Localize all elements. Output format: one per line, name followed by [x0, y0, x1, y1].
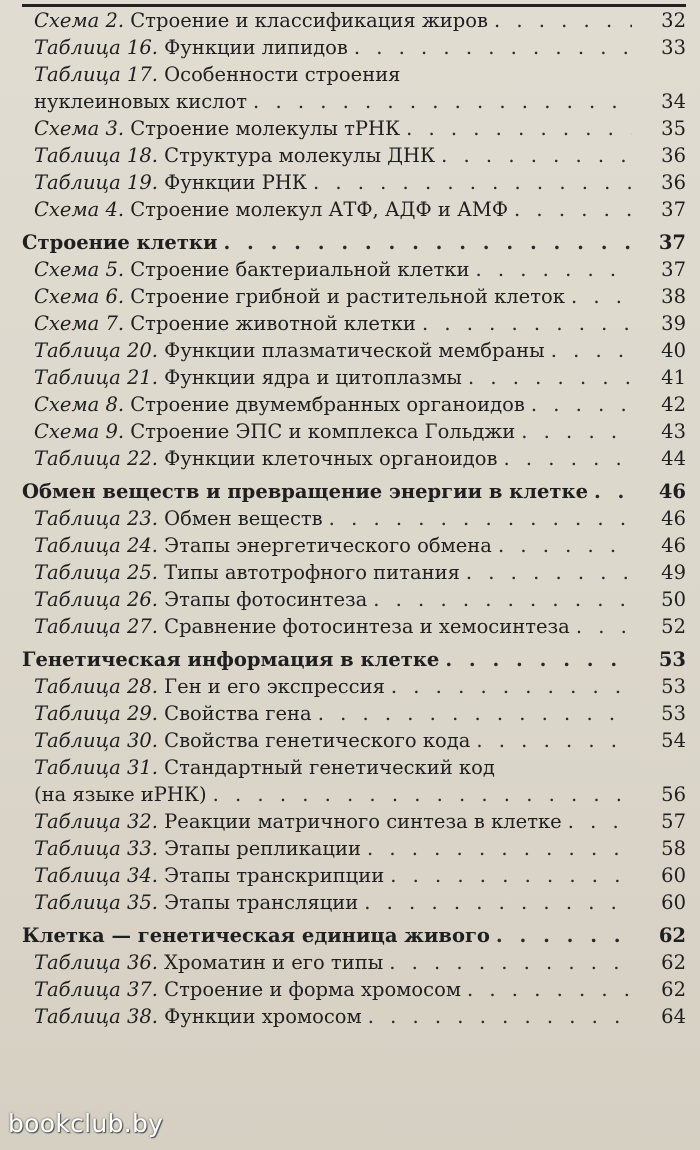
leader-dots	[475, 256, 632, 283]
toc-page-number: 60	[661, 891, 686, 914]
toc-entry-label: Таблица 26.	[34, 588, 158, 611]
toc-entry-label: Таблица 31.	[34, 756, 158, 779]
toc-page-number: 34	[661, 90, 686, 113]
toc-page-number: 42	[661, 393, 686, 416]
leader-dots	[531, 391, 632, 418]
toc-entry-label: Таблица 29.	[34, 702, 158, 725]
toc-entry-title: Строение и классификация жиров	[130, 9, 488, 32]
toc-section-entry	[22, 646, 686, 673]
toc-entry-label: Таблица 16.	[34, 36, 158, 59]
toc-page-number: 37	[658, 231, 686, 254]
toc-entry-title: Особенности строения	[164, 63, 401, 86]
leader-dots	[551, 337, 632, 364]
toc-entry-label: Таблица 33.	[34, 837, 158, 860]
toc-entry	[22, 364, 686, 391]
toc-entry	[22, 505, 686, 532]
toc-entry-title: Этапы фотосинтеза	[164, 588, 368, 611]
toc-entry-label: Схема 7.	[34, 312, 125, 335]
toc-page-number: 32	[661, 9, 686, 32]
toc-section-entry	[22, 922, 686, 949]
toc-section-entry	[22, 478, 686, 505]
toc-entry-title: Сравнение фотосинтеза и хемосинтеза	[164, 615, 570, 638]
toc-page-number: 39	[661, 312, 686, 335]
leader-dots	[422, 310, 632, 337]
toc-entry-title: Обмен веществ	[164, 507, 323, 530]
toc-page-number: 41	[661, 366, 686, 389]
toc-entry	[22, 673, 686, 700]
leader-dots	[576, 613, 632, 640]
leader-dots	[568, 808, 632, 835]
toc-entry	[22, 391, 686, 418]
toc-entry-label: Таблица 30.	[34, 729, 158, 752]
toc-entry	[22, 727, 686, 754]
toc-page-number: 44	[661, 447, 686, 470]
leader-dots	[498, 532, 632, 559]
toc-page-number: 62	[661, 978, 686, 1001]
toc-entry-title: Функции плазматической мембраны	[164, 339, 545, 362]
toc-entry-title: Строение двумембранных органоидов	[130, 393, 525, 416]
toc-entry-label: Схема 3.	[34, 117, 125, 140]
leader-dots	[364, 889, 632, 916]
toc-entry	[22, 283, 686, 310]
toc-entry	[22, 532, 686, 559]
toc-page-number: 54	[661, 729, 686, 752]
toc-entry-title-continuation: нуклеиновых кислот	[34, 90, 248, 113]
toc-page-number: 49	[661, 561, 686, 584]
toc-entry	[22, 835, 686, 862]
toc-entry-label: Таблица 25.	[34, 561, 158, 584]
toc-page-number: 38	[661, 285, 686, 308]
toc-entry-label: Таблица 19.	[34, 171, 158, 194]
toc-page-number: 58	[661, 837, 686, 860]
toc-entry	[22, 754, 686, 808]
toc-entry	[22, 4, 686, 34]
toc-entry-title: Структура молекулы ДНК	[164, 144, 436, 167]
toc-entry-title: Функции хромосом	[164, 1005, 362, 1028]
leader-dots	[389, 949, 632, 976]
toc-entry	[22, 142, 686, 169]
toc-page-number: 53	[658, 648, 686, 671]
toc-page-number: 37	[661, 198, 686, 221]
toc-entry-title: Стандартный генетический код	[164, 756, 495, 779]
toc-entry	[22, 34, 686, 61]
toc-entry-title: Строение грибной и растительной клеток	[130, 285, 565, 308]
toc-page-number: 33	[661, 36, 686, 59]
toc-entry-title: Функции РНК	[164, 171, 307, 194]
toc-page-number: 62	[658, 924, 686, 947]
toc-page-number: 46	[661, 507, 686, 530]
leader-dots	[223, 229, 632, 256]
toc-entry	[22, 337, 686, 364]
leader-dots	[521, 418, 632, 445]
leader-dots	[367, 835, 632, 862]
leader-dots	[467, 976, 632, 1003]
leader-dots	[594, 478, 632, 505]
toc-page-number: 37	[661, 258, 686, 281]
toc-entry-title: Хроматин и его типы	[164, 951, 384, 974]
toc-entry	[22, 889, 686, 916]
toc-page-number: 46	[658, 480, 686, 503]
leader-dots	[213, 781, 632, 808]
toc-page-number: 53	[661, 675, 686, 698]
toc-entry-label: Таблица 22.	[34, 447, 158, 470]
toc-entry-label: Таблица 20.	[34, 339, 158, 362]
toc-entry-label: Схема 2.	[34, 9, 125, 32]
toc-entry-label: Таблица 36.	[34, 951, 158, 974]
toc-entry	[22, 862, 686, 889]
leader-dots	[496, 922, 632, 949]
toc-page-number: 43	[661, 420, 686, 443]
leader-dots	[571, 283, 632, 310]
toc-entry-label: Схема 8.	[34, 393, 125, 416]
toc-section-title: Генетическая информация в клетке	[22, 648, 440, 671]
toc-entry-label: Схема 9.	[34, 420, 125, 443]
toc-page-number: 35	[661, 117, 686, 140]
toc-page-number: 64	[661, 1005, 686, 1028]
toc-entry-label: Таблица 21.	[34, 366, 158, 389]
toc-entry-label: Схема 4.	[34, 198, 125, 221]
leader-dots	[476, 727, 632, 754]
leader-dots	[313, 169, 632, 196]
toc-section-title: Обмен веществ и превращение энергии в клетке	[22, 480, 588, 503]
toc-section-title: Строение клетки	[22, 231, 218, 254]
toc-entry	[22, 115, 686, 142]
toc-entry-title: Свойства гена	[164, 702, 312, 725]
leader-dots	[329, 505, 632, 532]
toc-entry-label: Таблица 28.	[34, 675, 158, 698]
toc-entry	[22, 310, 686, 337]
leader-dots	[441, 142, 632, 169]
leader-dots	[468, 364, 632, 391]
toc-entry	[22, 949, 686, 976]
toc-entry-label: Таблица 23.	[34, 507, 158, 530]
toc-entry-label: Таблица 24.	[34, 534, 158, 557]
toc-entry	[22, 976, 686, 1003]
toc-page-number: 36	[661, 171, 686, 194]
toc-entry-title: Этапы репликации	[164, 837, 361, 860]
toc-entry-label: Таблица 38.	[34, 1005, 158, 1028]
toc-entry-label: Таблица 27.	[34, 615, 158, 638]
toc-entry	[22, 613, 686, 640]
toc-entry-label: Схема 6.	[34, 285, 125, 308]
toc-entry	[22, 61, 686, 115]
leader-dots	[390, 862, 632, 889]
toc-page-number: 36	[661, 144, 686, 167]
toc-entry-label: Таблица 32.	[34, 810, 158, 833]
toc-entry-label: Таблица 34.	[34, 864, 158, 887]
toc-entry-title: Строение и форма хромосом	[164, 978, 461, 1001]
leader-dots	[466, 559, 632, 586]
toc-page-number: 56	[661, 783, 686, 806]
table-of-contents	[22, 4, 686, 1030]
toc-entry-title: Строение животной клетки	[130, 312, 416, 335]
leader-dots	[406, 115, 632, 142]
toc-entry-title-continuation: (на языке иРНК)	[34, 783, 207, 806]
toc-entry-label: Таблица 18.	[34, 144, 158, 167]
toc-page-number: 52	[661, 615, 686, 638]
toc-entry	[22, 169, 686, 196]
toc-entry	[22, 700, 686, 727]
toc-entry	[22, 808, 686, 835]
toc-entry-title: Свойства генетического кода	[164, 729, 471, 752]
leader-dots	[391, 673, 632, 700]
toc-section-entry	[22, 229, 686, 256]
toc-entry	[22, 559, 686, 586]
toc-entry-title: Типы автотрофного питания	[164, 561, 460, 584]
toc-page-number: 46	[661, 534, 686, 557]
toc-entry-title: Строение ЭПС и комплекса Гольджи	[130, 420, 516, 443]
toc-entry	[22, 256, 686, 283]
toc-page-number: 40	[661, 339, 686, 362]
toc-page-number: 57	[661, 810, 686, 833]
toc-page-number: 62	[661, 951, 686, 974]
toc-entry-title: Этапы транскрипции	[164, 864, 385, 887]
toc-entry	[22, 1003, 686, 1030]
toc-entry-title: Строение молекул АТФ, АДФ и АМФ	[130, 198, 509, 221]
toc-entry-label: Таблица 35.	[34, 891, 158, 914]
toc-entry	[22, 586, 686, 613]
toc-page-number: 53	[661, 702, 686, 725]
toc-entry-title: Функции клеточных органоидов	[164, 447, 498, 470]
toc-entry-title: Строение бактериальной клетки	[130, 258, 470, 281]
leader-dots	[514, 196, 632, 223]
leader-dots	[373, 586, 632, 613]
leader-dots	[318, 700, 632, 727]
toc-entry-title: Этапы трансляции	[164, 891, 359, 914]
leader-dots	[494, 7, 632, 34]
toc-entry-label: Таблица 37.	[34, 978, 158, 1001]
toc-section-title: Клетка — генетическая единица живого	[22, 924, 490, 947]
toc-page-number: 50	[661, 588, 686, 611]
leader-dots	[445, 646, 632, 673]
toc-entry-title: Ген и его экспрессия	[164, 675, 385, 698]
toc-entry-title: Этапы энергетического обмена	[164, 534, 492, 557]
leader-dots	[504, 445, 632, 472]
toc-entry	[22, 418, 686, 445]
toc-entry-label: Таблица 17.	[34, 63, 158, 86]
toc-entry	[22, 196, 686, 223]
watermark: bookclub.by	[8, 1109, 164, 1138]
toc-entry-title: Функции ядра и цитоплазмы	[164, 366, 462, 389]
leader-dots	[368, 1003, 632, 1030]
toc-entry-label: Схема 5.	[34, 258, 125, 281]
toc-entry-title: Функции липидов	[164, 36, 348, 59]
toc-entry-title: Строение молекулы тРНК	[130, 117, 401, 140]
toc-entry	[22, 445, 686, 472]
leader-dots	[354, 34, 632, 61]
leader-dots	[253, 88, 632, 115]
toc-entry-title: Реакции матричного синтеза в клетке	[164, 810, 562, 833]
toc-page-number: 60	[661, 864, 686, 887]
